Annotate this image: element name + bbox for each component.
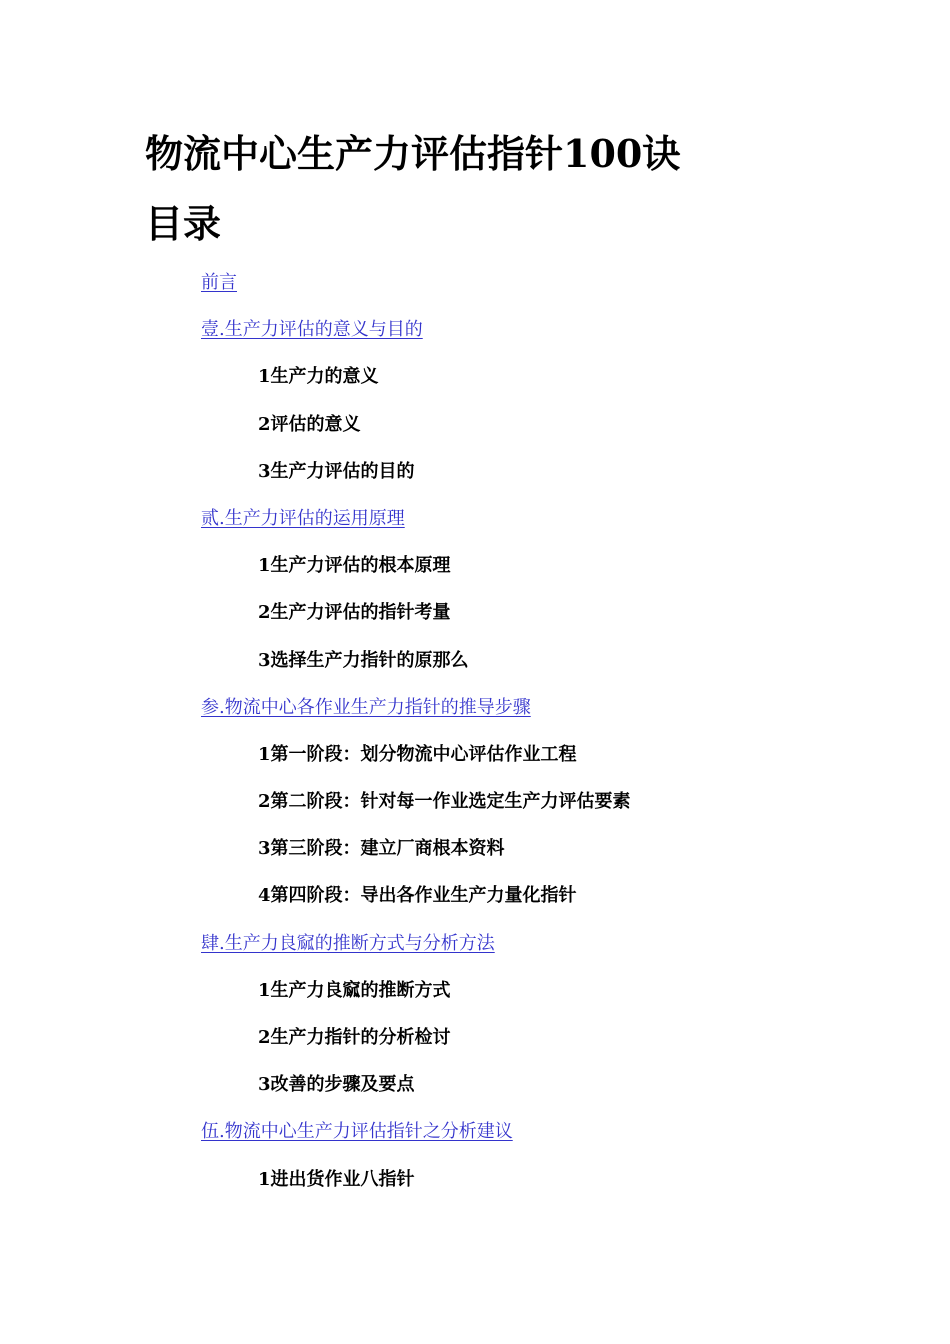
toc-item-section-4: [0, 929, 631, 976]
toc-subitem: 3改善的步骤及要点: [258, 1074, 415, 1096]
table-of-contents: [0, 268, 631, 1212]
toc-item-preface: [0, 268, 631, 315]
toc-item-section-3: [0, 693, 631, 740]
toc-subitem: 1生产力良窳的推断方式: [258, 979, 451, 1001]
toc-heading: 目录: [145, 201, 222, 246]
toc-item-section-1: [0, 315, 631, 362]
toc-subitem: 1生产力的意义: [258, 366, 379, 388]
toc-link-section-4[interactable]: 肆.生产力良窳的推断方式与分析方法: [201, 932, 495, 954]
toc-link-section-2[interactable]: 贰.生产力评估的运用原理: [201, 507, 405, 529]
toc-subitem: 1第一阶段：划分物流中心评估作业工程: [258, 743, 577, 765]
toc-link-preface[interactable]: 前言: [201, 272, 237, 293]
toc-subitem: 1生产力评估的根本原理: [258, 555, 451, 577]
toc-subitem: 2评估的意义: [258, 413, 361, 435]
toc-subitem: 1进出货作业八指针: [258, 1168, 415, 1190]
toc-subitem: 4第四阶段：导出各作业生产力量化指针: [258, 885, 577, 907]
toc-subitem: 2第二阶段：针对每一作业选定生产力评估要素: [258, 791, 631, 813]
toc-subitem: 3第三阶段：建立厂商根本资料: [258, 838, 505, 860]
toc-link-section-5[interactable]: 伍.物流中心生产力评估指针之分析建议: [201, 1121, 513, 1143]
toc-subitem: 2生产力评估的指针考量: [258, 602, 451, 624]
toc-item-section-5: [0, 1117, 631, 1164]
toc-subitem: 3选择生产力指针的原那么: [258, 649, 469, 671]
toc-item-section-2: [0, 504, 631, 551]
toc-subitem: 2生产力指针的分析检讨: [258, 1027, 451, 1048]
toc-link-section-1[interactable]: 壹.生产力评估的意义与目的: [201, 319, 423, 341]
toc-subitem: 3生产力评估的目的: [258, 460, 415, 482]
toc-link-section-3[interactable]: 参.物流中心各作业生产力指针的推导步骤: [201, 696, 531, 718]
document-title: 物流中心生产力评估指针100诀: [145, 131, 681, 176]
